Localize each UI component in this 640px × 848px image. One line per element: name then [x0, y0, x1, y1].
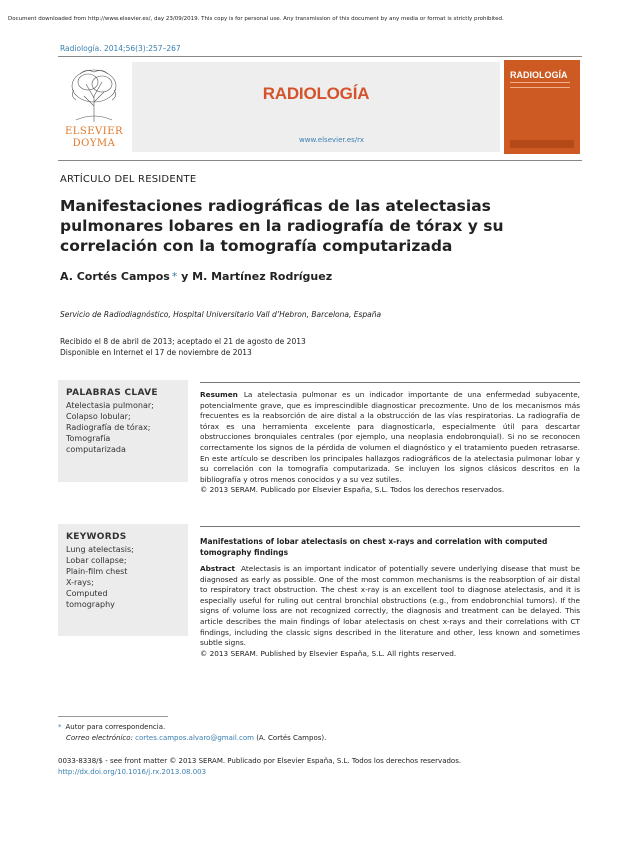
cover-decoration: [510, 82, 570, 88]
correspondence-footnote: [58, 722, 326, 744]
keyword-es: Tomografía: [66, 434, 111, 443]
corresponding-author-marker[interactable]: *: [171, 270, 178, 283]
abstract-en-rule: [200, 526, 580, 527]
keyword-en: Lobar collapse;: [66, 556, 127, 565]
abstract-en-title: Manifestations of lobar atelectasis on chest x-rays and correlation with computed tomography findings: [200, 537, 548, 557]
author-affiliation: Servicio de Radiodiagnóstico, Hospital Universitario Vall d’Hebron, Barcelona, España: [60, 310, 382, 319]
publisher-name-line1: ELSEVIER: [64, 126, 124, 137]
online-date: Disponible en Internet el 17 de noviembre de 2013: [60, 348, 252, 357]
journal-url-link[interactable]: www.elsevier.es/rx: [299, 136, 364, 144]
article-title: Manifestaciones radiográficas de las atelectasias pulmonares lobares en la radiografía de tórax y su correlación con la tomografía computarizada: [60, 197, 504, 255]
email-owner: (A. Cortés Campos).: [256, 734, 327, 742]
elsevier-tree-icon: [66, 66, 122, 124]
abstract-es: [200, 390, 580, 496]
abstract-en-lead: Abstract: [200, 564, 236, 573]
article-dates: [60, 336, 306, 358]
email-label: Correo electrónico:: [66, 734, 133, 742]
publisher-name-line2: DOYMA: [72, 138, 116, 149]
author-first: A. Cortés Campos: [60, 270, 170, 283]
keyword-en: Lung atelectasis;: [66, 545, 134, 554]
footnote-marker: *: [58, 723, 62, 731]
front-matter-line: 0033-8338/$ - see front matter © 2013 SERAM. Publicado por Elsevier España, S.L. Todos los derechos reservados.: [58, 757, 462, 765]
keyword-en: tomography: [66, 600, 115, 609]
download-notice: Document downloaded from http://www.elsevier.es/, day 23/09/2019. This copy is for personal use. Any transmission of this document by any media or format is strictly prohibited.: [8, 16, 504, 22]
keyword-en: Plain-film chest: [66, 567, 128, 576]
keyword-es: Radiografía de tórax;: [66, 423, 151, 432]
abstract-es-lead: Resumen: [200, 390, 238, 399]
abstract-es-copyright: © 2013 SERAM. Publicado por Elsevier España, S.L. Todos los derechos reservados.: [200, 485, 505, 495]
keywords-en-box: [58, 524, 188, 636]
abstract-es-rule: [200, 382, 580, 383]
keywords-es-box: [58, 380, 188, 482]
abstract-en: [200, 564, 580, 659]
footnote-rule: [58, 716, 168, 717]
cover-footer-band: [510, 140, 574, 148]
keyword-es: Colapso lobular;: [66, 412, 131, 421]
received-date: Recibido el 8 de abril de 2013; aceptado el 21 de agosto de 2013: [60, 337, 306, 346]
front-matter: [58, 756, 461, 778]
author-email-link[interactable]: cortes.campos.alvaro@gmail.com: [135, 734, 254, 742]
footnote-line1: [58, 722, 326, 733]
journal-name: RADIOLOGÍA: [262, 84, 370, 103]
header-bottom-rule: [58, 160, 582, 161]
footnote-line2: [58, 733, 326, 744]
journal-citation[interactable]: Radiología. 2014;56(3):257–267: [60, 44, 181, 53]
doi-link[interactable]: http://dx.doi.org/10.1016/j.rx.2013.08.003: [58, 768, 207, 776]
keywords-es-heading: PALABRAS CLAVE: [66, 388, 158, 398]
author-rest: y M. Martínez Rodríguez: [177, 270, 333, 283]
keywords-en-heading: KEYWORDS: [66, 532, 127, 542]
abstract-es-body: La atelectasia pulmonar es un indicador importante de una enfermedad subyacente, potencialmente grave, que es imprescindible diagnosticar precozmente. Uno de los mecanismos más frecuentes es la reabsorción de aire distal a la obstrucción de las vías respiratorias. La radiografía de tórax es una herramienta excelente para diagnosticarla, especialmente útil para descartar obstrucciones bronquiales centrales (por ejemplo, una neoplasia endobronquial). Si no se reconocen correctamente los signos de la pérdida de volumen el diagnóstico y el tratamiento pueden retrasarse. En este artículo se describen los principales hallazgos radiográficos de la atelectasia pulmonar lobar y su correlación con la tomografía computarizada. Se incluyen los signos clásicos descritos en la bibliografía y otros menos conocidos y a su vez sutiles.: [200, 390, 580, 484]
journal-cover-image: [504, 60, 580, 154]
keyword-es: computarizada: [66, 445, 126, 454]
abstract-en-copyright: © 2013 SERAM. Published by Elsevier España, S.L. All rights reserved.: [200, 648, 457, 658]
elsevier-logo: [58, 62, 130, 154]
keyword-es: Atelectasia pulmonar;: [66, 401, 154, 410]
journal-banner: [132, 62, 500, 152]
correspondence-label: Autor para correspondencia.: [65, 723, 166, 731]
article-authors: [60, 270, 332, 283]
keyword-en: Computed: [66, 589, 108, 598]
article-section: ARTÍCULO DEL RESIDENTE: [60, 174, 197, 185]
abstract-en-body: Atelectasis is an important indicator of potentially severe underlying disease that must be diagnosed as early as possible. One of the most common mechanisms is the reabsorption of air distal to respiratory tract obstruction. The chest x-ray is an excellent tool to diagnose atelectasis, and it is especially useful for ruling out central bronchial obstructions (e.g., from endobronchial tumors). If the signs of volume loss are not recognized correctly, the diagnosis and treatment can be delayed. This article describes the main findings of lobar atelectasis on chest x-rays and their correlations with CT findings, including the classic signs described in the literature and other, less known and sometimes subtle signs.: [200, 564, 580, 648]
keyword-en: X-rays;: [66, 578, 94, 587]
cover-title: RADIOLOGÍA: [510, 70, 568, 80]
header-top-rule: [58, 56, 582, 57]
